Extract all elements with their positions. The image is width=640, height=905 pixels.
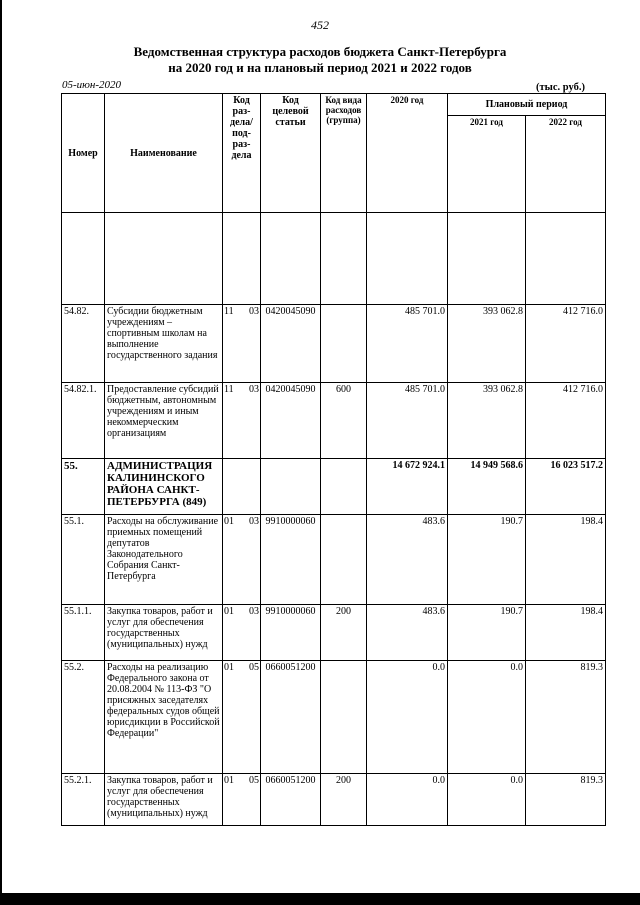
row-value-2020: 14 672 924.1: [367, 459, 448, 515]
row-value-2020: 485 701.0: [367, 305, 448, 383]
row-number: 55.1.: [62, 515, 105, 605]
row-subsection: 05: [249, 775, 259, 786]
row-name: Закупка товаров, работ и услуг для обеспечения государственных (муниципальных) нужд: [105, 774, 223, 826]
row-value-2021: 393 062.8: [448, 383, 526, 459]
header-2021: 2021 год: [448, 116, 526, 213]
row-expense-type: 200: [321, 774, 367, 826]
header-2022: 2022 год: [526, 116, 606, 213]
row-section-code: [223, 383, 261, 459]
title-line-1: Ведомственная структура расходов бюджета Санкт-Петербурга: [133, 44, 507, 59]
header-number: Номер: [62, 94, 105, 213]
row-number: 55.2.: [62, 661, 105, 774]
page-number: 452: [311, 18, 329, 32]
row-expense-type: [321, 661, 367, 774]
row-value-2022: 412 716.0: [526, 305, 606, 383]
row-number: 54.82.: [62, 305, 105, 383]
row-value-2020: 483.6: [367, 515, 448, 605]
row-subsection: 05: [249, 662, 259, 673]
row-value-2021: 0.0: [448, 661, 526, 774]
row-expense-type: [321, 459, 367, 515]
row-name: Предоставление субсидий бюджетным, автономным учреждениям и иным некоммерческим организациям: [105, 383, 223, 459]
row-target-code: [261, 459, 321, 515]
row-section: 01: [224, 606, 234, 617]
header-section-code: Код раз- дела/ под- раз- дела: [223, 94, 261, 213]
row-number: 55.2.1.: [62, 774, 105, 826]
table-row: [62, 661, 606, 774]
row-name: Закупка товаров, работ и услуг для обеспечения государственных (муниципальных) нужд: [105, 605, 223, 661]
row-name: Расходы на реализацию Федерального закона от 20.08.2004 № 113-ФЗ "О присяжных заседателях федеральных судов общей юрисдикции в Российской Федерации": [105, 661, 223, 774]
row-value-2022: 198.4: [526, 605, 606, 661]
row-number: 55.1.1.: [62, 605, 105, 661]
row-section-code: [223, 305, 261, 383]
row-name: АДМИНИСТРАЦИЯ КАЛИНИНСКОГО РАЙОНА САНКТ-ПЕТЕРБУРГА (849): [105, 459, 223, 515]
row-value-2021: 14 949 568.6: [448, 459, 526, 515]
row-section: 01: [224, 662, 234, 673]
row-value-2021: 0.0: [448, 774, 526, 826]
scan-bottom-edge: [0, 893, 640, 905]
row-subsection: 03: [249, 516, 259, 527]
row-target-code: 9910000060: [261, 515, 321, 605]
header-2020: 2020 год: [367, 94, 448, 213]
row-subsection: 03: [249, 306, 259, 317]
row-target-code: 0660051200: [261, 661, 321, 774]
row-expense-type: [321, 515, 367, 605]
row-value-2021: 190.7: [448, 515, 526, 605]
row-subsection: 03: [249, 384, 259, 395]
row-section: 01: [224, 775, 234, 786]
header-spacer-row: [62, 213, 606, 305]
row-value-2022: 819.3: [526, 774, 606, 826]
row-value-2021: 190.7: [448, 605, 526, 661]
row-expense-type: 200: [321, 605, 367, 661]
header-expense-type-code: Код вида расходов (группа): [321, 94, 367, 213]
row-section: 11: [224, 384, 234, 395]
units-label: (тыс. руб.): [536, 82, 585, 93]
table-row: [62, 383, 606, 459]
row-number: 55.: [62, 459, 105, 515]
document-date: 05-июн-2020: [62, 79, 122, 91]
header-row-1: [62, 94, 606, 116]
row-value-2022: 16 023 517.2: [526, 459, 606, 515]
row-subsection: 03: [249, 606, 259, 617]
row-target-code: 0660051200: [261, 774, 321, 826]
table-body: [62, 305, 606, 826]
row-value-2020: 485 701.0: [367, 383, 448, 459]
row-name: Субсидии бюджетным учреждениям – спортивным школам на выполнение государственного задания: [105, 305, 223, 383]
table-row: [62, 459, 606, 515]
row-value-2020: 483.6: [367, 605, 448, 661]
row-number: 54.82.1.: [62, 383, 105, 459]
header-planning-period: Плановый период: [448, 94, 606, 116]
header-target-code: Код целевой статьи: [261, 94, 321, 213]
row-section-code: [223, 459, 261, 515]
row-value-2022: 819.3: [526, 661, 606, 774]
row-name: Расходы на обслуживание приемных помещений депутатов Законодательного Собрания Санкт-Петербурга: [105, 515, 223, 605]
title-line-2: на 2020 год и на плановый период 2021 и 2022 годов: [168, 60, 472, 75]
row-expense-type: 600: [321, 383, 367, 459]
table-row: [62, 605, 606, 661]
row-value-2022: 412 716.0: [526, 383, 606, 459]
row-value-2021: 393 062.8: [448, 305, 526, 383]
row-section-code: [223, 515, 261, 605]
row-section-code: [223, 661, 261, 774]
table-row: [62, 305, 606, 383]
row-section: 11: [224, 306, 234, 317]
row-target-code: 9910000060: [261, 605, 321, 661]
table-row: [62, 774, 606, 826]
row-value-2022: 198.4: [526, 515, 606, 605]
row-value-2020: 0.0: [367, 661, 448, 774]
scan-edge: [0, 0, 2, 905]
table-row: [62, 515, 606, 605]
budget-table: [61, 93, 606, 826]
row-target-code: 0420045090: [261, 383, 321, 459]
row-expense-type: [321, 305, 367, 383]
header-name: Наименование: [105, 94, 223, 213]
row-section: 01: [224, 516, 234, 527]
row-section-code: [223, 774, 261, 826]
row-target-code: 0420045090: [261, 305, 321, 383]
document-title: [0, 44, 640, 76]
row-value-2020: 0.0: [367, 774, 448, 826]
row-section-code: [223, 605, 261, 661]
